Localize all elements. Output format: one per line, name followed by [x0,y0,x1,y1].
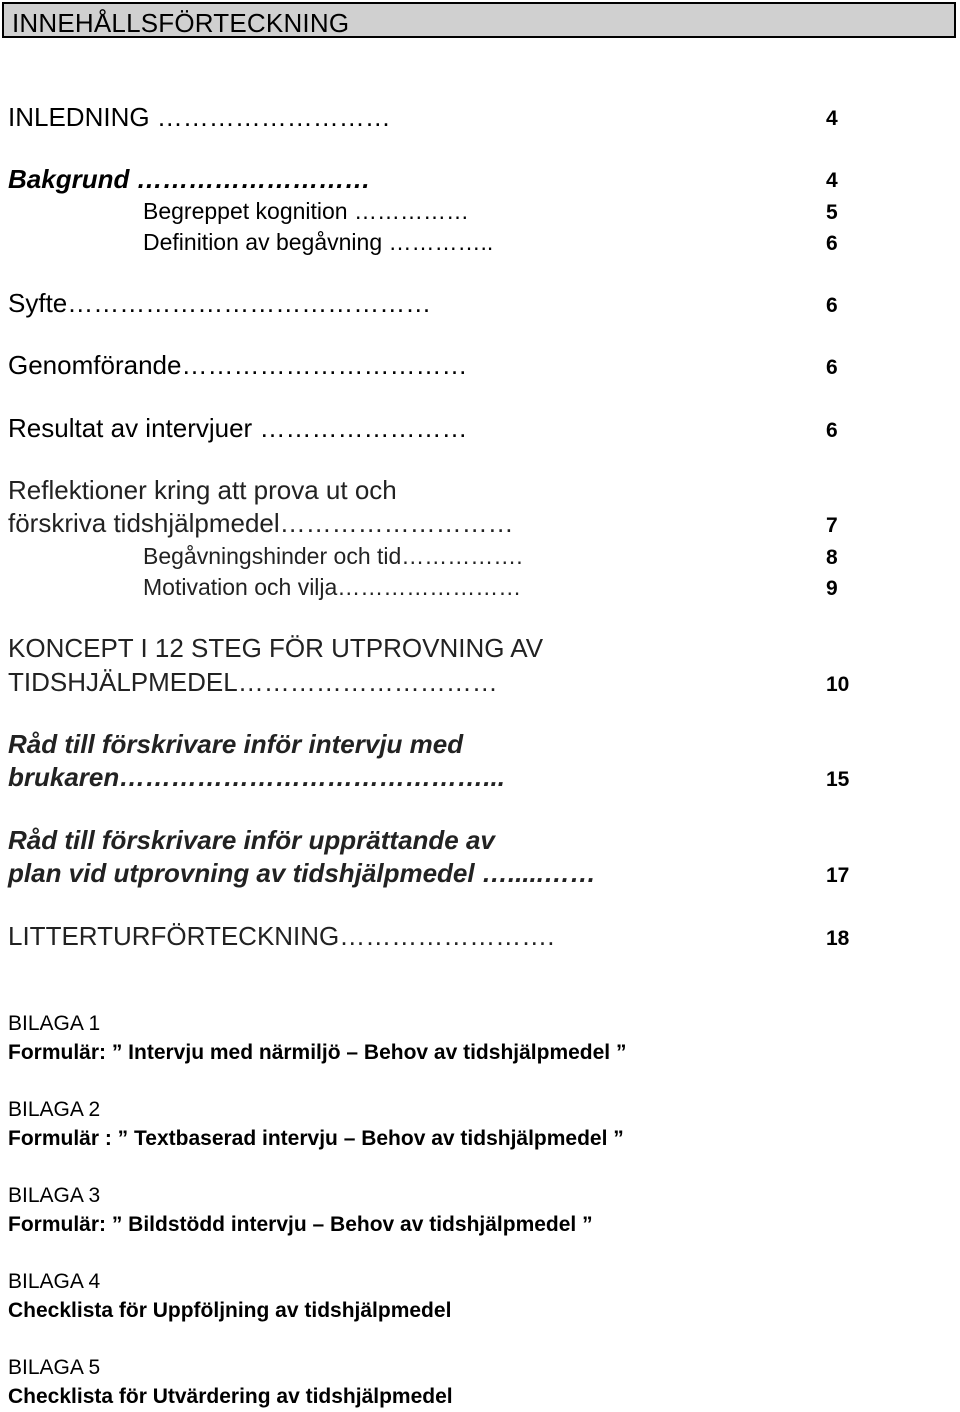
toc-entry-begavningshinder[interactable]: Begåvningshinder och tid……………. [143,543,523,569]
toc-heading: INNEHÅLLSFÖRTECKNING [12,8,350,38]
toc-page-genomforande: 6 [826,356,838,379]
toc-entry-bakgrund[interactable]: Bakgrund ……………………… [8,164,371,194]
toc-page-begavningshinder: 8 [826,546,838,569]
appendix-title[interactable]: Formulär : ” Textbaserad intervju – Behov av tidshjälpmedel ” [8,1127,624,1150]
toc-entry-rad-plan-line2[interactable]: plan vid utprovning av tidshjälpmedel ….....…… [8,858,596,888]
toc-page-rad-plan: 17 [826,864,850,887]
toc-page-begreppet-kognition: 5 [826,201,838,224]
toc-entry-motivation[interactable]: Motivation och vilja…………………… [143,574,522,600]
toc-entry-resultat-av-intervjuer[interactable]: Resultat av intervjuer …………………… [8,413,468,443]
toc-page-motivation: 9 [826,577,838,600]
toc-page-resultat-av-intervjuer: 6 [826,419,838,442]
toc-entry-definition-av-begavning[interactable]: Definition av begåvning ………….. [143,229,494,255]
toc-page-koncept: 10 [826,673,850,696]
appendix-label: BILAGA 2 [8,1098,101,1121]
appendix-label: BILAGA 5 [8,1356,101,1379]
appendix-label: BILAGA 4 [8,1270,101,1293]
toc-entry-koncept-line1[interactable]: KONCEPT I 12 STEG FÖR UTPROVNING AV [8,633,544,663]
toc-page-inledning: 4 [826,107,838,130]
toc-entry-koncept-line2[interactable]: TIDSHJÄLPMEDEL………………………… [8,667,498,697]
toc-entry-begreppet-kognition[interactable]: Begreppet kognition …………… [143,198,469,224]
appendix-title[interactable]: Checklista för Uppföljning av tidshjälpmedel [8,1299,452,1322]
toc-entry-rad-plan-line1[interactable]: Råd till förskrivare inför upprättande av [8,825,495,855]
toc-page-syfte: 6 [826,294,838,317]
toc-entry-rad-intervju-line2[interactable]: brukaren……………………………………... [8,762,505,792]
toc-page-reflektioner: 7 [826,514,838,537]
toc-page-litteratur: 18 [826,927,850,950]
toc-entry-inledning[interactable]: INLEDNING ……………………… [8,102,391,132]
appendix-title[interactable]: Formulär: ” Intervju med närmiljö – Behov av tidshjälpmedel ” [8,1041,627,1064]
toc-entry-syfte[interactable]: Syfte…………………………………… [8,288,432,318]
toc-entry-genomforande[interactable]: Genomförande…………………………… [8,350,468,380]
appendix-title[interactable]: Formulär: ” Bildstödd intervju – Behov av tidshjälpmedel ” [8,1213,593,1236]
toc-page-rad-intervju: 15 [826,768,850,791]
toc-heading-box [2,2,956,38]
appendix-label: BILAGA 1 [8,1012,101,1035]
toc-entry-reflektioner-line1[interactable]: Reflektioner kring att prova ut och [8,475,397,505]
toc-page-definition-av-begavning: 6 [826,232,838,255]
toc-page-bakgrund: 4 [826,169,838,192]
toc-entry-litteratur[interactable]: LITTERTURFÖRTECKNING……………………. [8,921,555,951]
toc-entry-reflektioner-line2[interactable]: förskriva tidshjälpmedel……………………… [8,508,514,538]
toc-entry-rad-intervju-line1[interactable]: Råd till förskrivare inför intervju med [8,729,464,759]
appendix-title[interactable]: Checklista för Utvärdering av tidshjälpmedel [8,1385,453,1408]
appendix-label: BILAGA 3 [8,1184,101,1207]
